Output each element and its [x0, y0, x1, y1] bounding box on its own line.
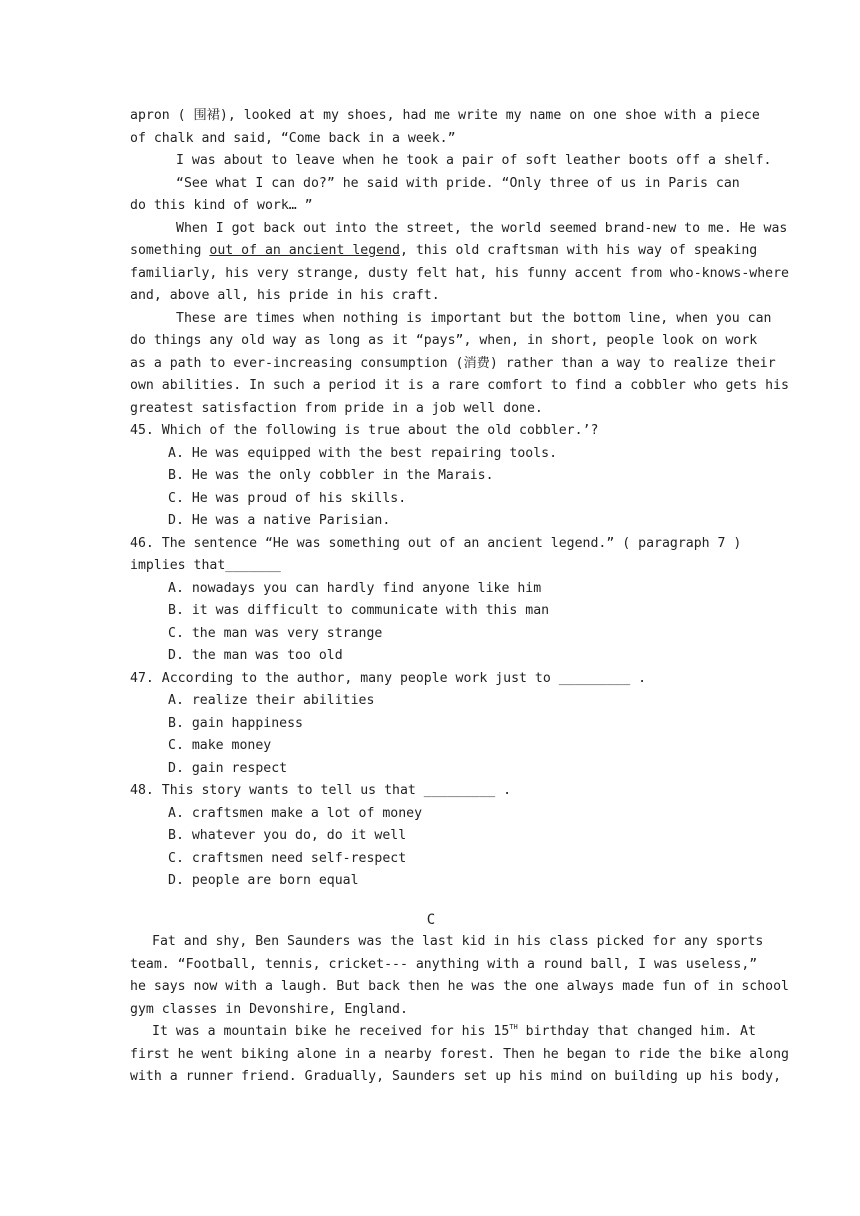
text-line: Fat and shy, Ben Saunders was the last kid in his class picked for any sports — [152, 934, 764, 949]
answer-option: B. it was difficult to communicate with this man — [168, 603, 550, 618]
answer-option: B. whatever you do, do it well — [168, 828, 407, 843]
text-line: apron ( 围裙), looked at my shoes, had me write my name on one shoe with a piece — [130, 108, 760, 123]
section-gap — [130, 893, 732, 909]
text-span: birthday that changed him. At — [517, 1024, 756, 1039]
answer-option: A. craftsmen make a lot of money — [168, 805, 423, 821]
answer-option: B. gain happiness — [168, 715, 303, 731]
text-line: first he went biking alone in a nearby forest. Then he began to ride the bike along — [130, 1046, 789, 1062]
text-line: greatest satisfaction from pride in a job well done. — [130, 400, 543, 416]
text-span: It was a mountain bike he received for his 15 — [152, 1024, 510, 1039]
answer-option: C. make money — [168, 738, 272, 753]
text-span: something — [130, 243, 210, 258]
text-line: he says now with a laugh. But back then he was the one always made fun of in school — [130, 979, 789, 994]
text-line — [130, 240, 758, 263]
underlined-phrase: out of an ancient legend — [209, 243, 400, 258]
answer-option: B. He was the only cobbler in the Marais. — [168, 468, 494, 483]
text-line: do things any old way as long as it “pays”, when, in short, people look on work — [130, 333, 758, 348]
text-line: familiarly, his very strange, dusty felt hat, his funny accent from who-knows-where — [130, 265, 789, 281]
text-line — [130, 1021, 756, 1044]
answer-option: A. nowadays you can hardly find anyone like him — [168, 580, 542, 596]
answer-option: D. people are born equal — [168, 873, 359, 888]
answer-option: C. the man was very strange — [168, 625, 383, 641]
answer-option: D. the man was too old — [168, 648, 343, 663]
text-line: own abilities. In such a period it is a rare comfort to find a cobbler who gets his — [130, 378, 789, 393]
answer-option: D. He was a native Parisian. — [168, 513, 391, 528]
answer-option: D. gain respect — [168, 760, 288, 776]
question-stem: 46. The sentence “He was something out of an ancient legend.” ( paragraph 7 ) — [130, 535, 742, 551]
question-stem: 47. According to the author, many people work just to _________ . — [130, 670, 647, 686]
question-stem: 45. Which of the following is true about the old cobbler.’? — [130, 423, 599, 438]
text-line: as a path to ever-increasing consumption (消费) rather than a way to realize their — [130, 355, 776, 371]
question-stem: 48. This story wants to tell us that _________ . — [130, 783, 512, 798]
answer-option: C. He was proud of his skills. — [168, 490, 407, 506]
superscript: TH — [509, 1023, 518, 1031]
text-line: When I got back out into the street, the world seemed brand-new to me. He was — [176, 220, 788, 236]
answer-option: A. realize their abilities — [168, 693, 375, 708]
answer-option: A. He was equipped with the best repairing tools. — [168, 445, 558, 461]
text-line: with a runner friend. Gradually, Saunders set up his mind on building up his body, — [130, 1069, 782, 1084]
text-span: , this old craftsman with his way of speaking — [399, 243, 758, 258]
text-line: I was about to leave when he took a pair of soft leather boots off a shelf. — [176, 153, 772, 168]
text-line: team. “Football, tennis, cricket--- anything with a round ball, I was useless,” — [130, 956, 758, 972]
text-line: “See what I can do?” he said with pride. “Only three of us in Paris can — [176, 175, 740, 191]
text-line: do this kind of work… ” — [130, 198, 313, 213]
section-heading: C — [426, 911, 436, 928]
text-line: gym classes in Devonshire, England. — [130, 1001, 408, 1017]
text-line: of chalk and said, “Come back in a week.” — [130, 130, 456, 146]
text-line: These are times when nothing is important but the bottom line, when you can — [176, 310, 772, 326]
question-stem: implies that_______ — [130, 558, 281, 573]
document-page — [130, 105, 789, 1089]
answer-option: C. craftsmen need self-respect — [168, 850, 407, 866]
text-line: and, above all, his pride in his craft. — [130, 288, 440, 303]
